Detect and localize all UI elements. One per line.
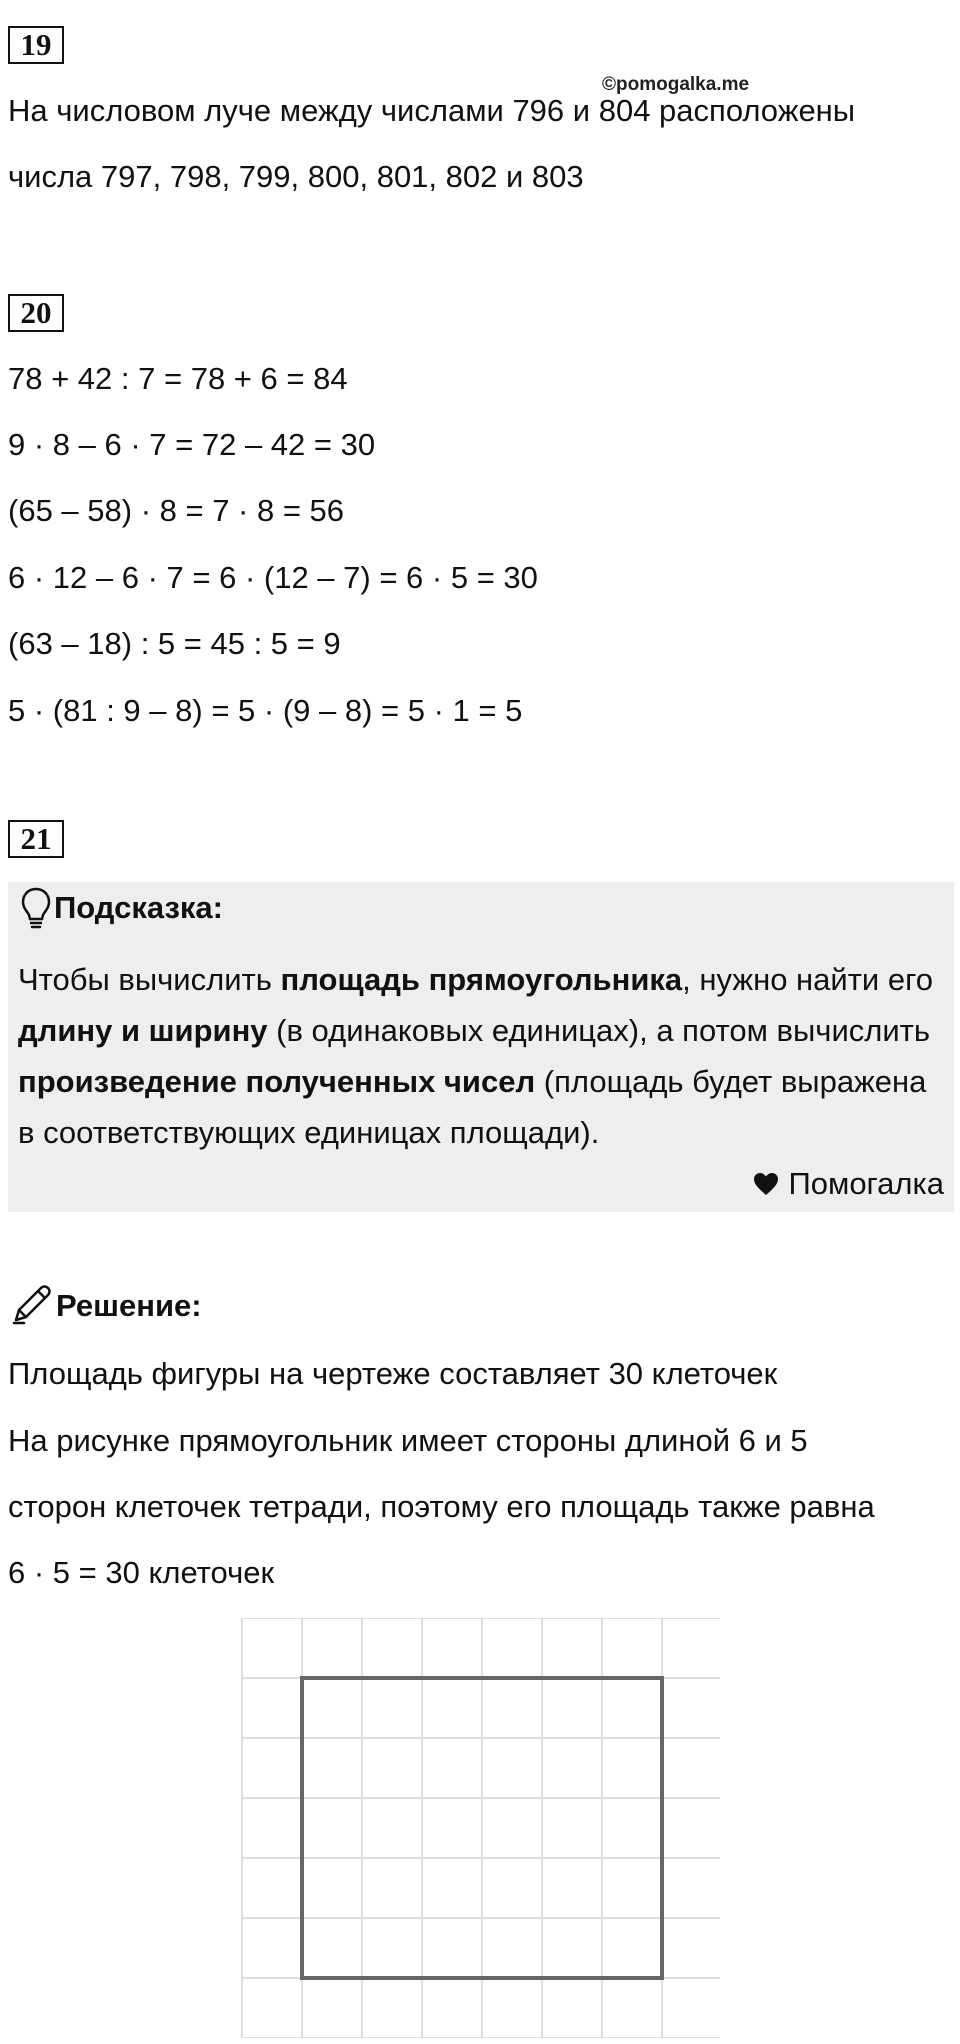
solution-line-4: 6 · 5 = 30 клеточек [8, 1555, 275, 1590]
signature-text: Помогалка [788, 1166, 944, 1201]
lightbulb-icon [20, 886, 52, 930]
task-number-19: 19 [8, 26, 64, 64]
task19-line-2: числа 797, 798, 799, 800, 801, 802 и 803 [8, 159, 584, 194]
watermark: ©pomogalka.me [602, 74, 750, 95]
grid-figure [240, 1618, 720, 2038]
task20-line-4: 6 · 12 – 6 · 7 = 6 · (12 – 7) = 6 · 5 = 30 [8, 560, 538, 595]
task-number-21: 21 [8, 820, 64, 858]
solution-line-3: сторон клеточек тетради, поэтому его площадь также равна [8, 1489, 875, 1524]
hint-title: Подсказка: [54, 890, 223, 925]
solution-line-1: Площадь фигуры на чертеже составляет 30 клеточек [8, 1356, 778, 1391]
task20-line-3: (65 – 58) · 8 = 7 · 8 = 56 [8, 493, 345, 528]
hint-text: Чтобы вычислить площадь прямоугольника, нужно найти его длину и ширину (в одинаковых единицах), а потом вычислить произведение полученных чисел (площадь будет выражена в соответствующих единицах площади). [18, 962, 933, 1150]
task20-line-2: 9 · 8 – 6 · 7 = 72 – 42 = 30 [8, 427, 376, 462]
task20-line-5: (63 – 18) : 5 = 45 : 5 = 9 [8, 626, 341, 661]
task20-line-6: 5 · (81 : 9 – 8) = 5 · (9 – 8) = 5 · 1 = 5 [8, 693, 523, 728]
hint-signature [752, 1164, 944, 1204]
solution-title: Решение: [56, 1288, 202, 1323]
heart-icon [752, 1171, 780, 1197]
task-number-20: 20 [8, 294, 64, 332]
task20-line-1: 78 + 42 : 7 = 78 + 6 = 84 [8, 361, 348, 396]
task19-line-1: На числовом луче между числами 796 и 804 расположены [8, 93, 856, 128]
solution-line-2: На рисунке прямоугольник имеет стороны длиной 6 и 5 [8, 1423, 808, 1458]
pencil-icon [10, 1282, 54, 1326]
